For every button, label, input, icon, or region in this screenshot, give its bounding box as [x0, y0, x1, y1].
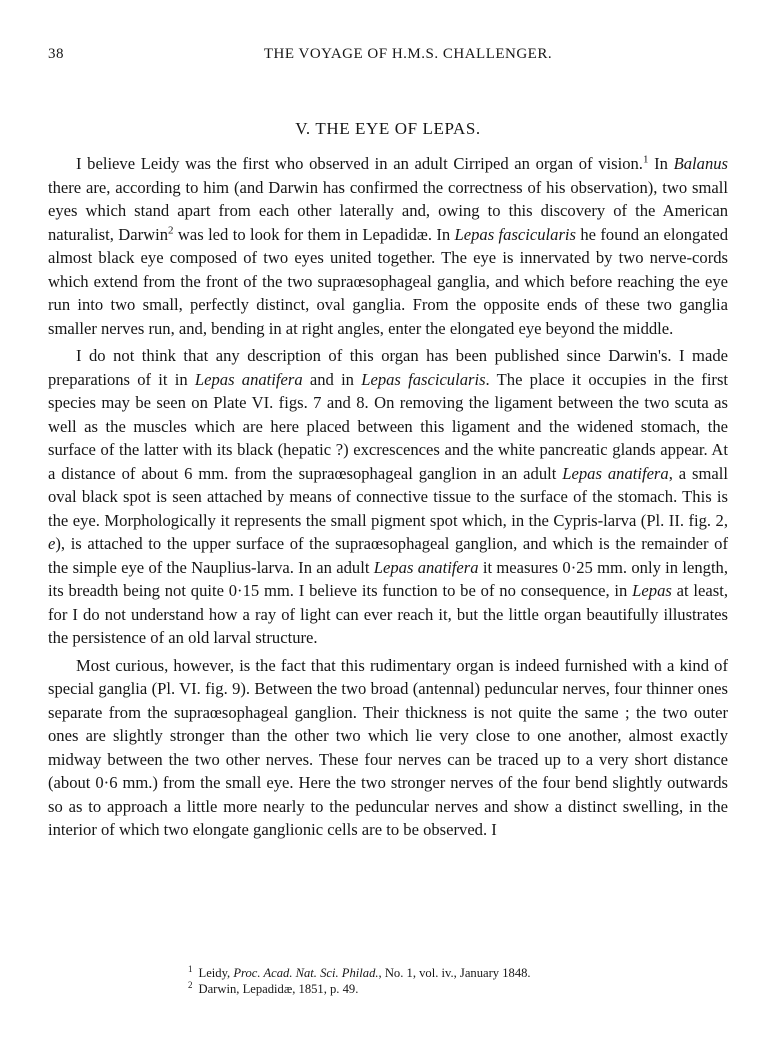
- italic-taxon: Lepas fascicularis: [361, 369, 486, 389]
- italic-taxon: Lepas anatifera: [562, 463, 669, 483]
- section-title: V. THE EYE OF LEPAS.: [295, 119, 481, 138]
- running-head: THE VOYAGE OF H.M.S. CHALLENGER.: [263, 46, 553, 62]
- footnote-ref-1: 1: [642, 153, 649, 166]
- italic-taxon: Lepas anatifera: [373, 557, 479, 577]
- body-text: [48, 152, 728, 842]
- italic-figure-letter: e: [48, 534, 56, 553]
- page-number: 38: [48, 46, 64, 62]
- footnotes: [188, 965, 708, 997]
- italic-taxon: Lepas: [632, 581, 672, 600]
- italic-taxon: Lepas fascicularis: [454, 224, 576, 244]
- paragraph-2: I do not think that any description of this organ has been published since Darwin's. I made preparations of it in Lepas anatifera and in Lepas fascicularis. The place it occupies in the first species may be seen on Plate VI. figs. 7 and 8. On removing the ligament between the two scuta as well as the muscles which are here placed between this ligament and the widened stomach, the surface of the latter with its black (hepatic ?) excrescences and the white pancreatic glands appear. At a distance of about 6 mm. from the supraœsophageal ganglion in an adult Lepas anatifera, a small oval black spot is seen attached by means of connective tissue to the surface of the stomach. This is the eye. Morphologically it represents the small pigment spot which, in the Cypris-larva (Pl. II. fig. 2, e), is attached to the upper surface of the supraœsophageal ganglion, and which is the remainder of the simple eye of the Nauplius-larva. In an adult Lepas anatifera it measures 0·25 mm. only in length, its breadth being not quite 0·15 mm. I believe its function to be of no consequence, in Lepas at least, for I do not understand how a ray of light can ever reach it, but the little organ beautifully illustrates the persistence of an old larval structure.: [48, 346, 729, 647]
- italic-taxon: Balanus: [673, 154, 729, 173]
- paragraph-1: I believe Leidy was the first who observed in an adult Cirriped an organ of vision.$^1$ In Balanus there are, according to him (and Darwin has confirmed the correctness of his observation), two small eyes which stand apart from each other laterally and, owing to this discovery of the American naturalist, Darwin$^2$ was led to look for them in Lepadidæ. In Lepas fascicularis he found an elongated almost black eye composed of two eyes united together. The eye is innervated by two nerve-cords which extend from the front of the two supraœsophageal ganglia, and which before reaching the eye run into two small, perfectly distinct, oval ganglia. From the opposite ends of these two ganglia smaller nerves run, and, bending in at right angles, enter the elongated eye beyond the middle.: [48, 153, 729, 338]
- footnote-1: $^1$ Leidy, Proc. Acad. Nat. Sci. Philad., No. 1, vol. iv., January 1848.: [188, 963, 531, 980]
- paragraph-3: Most curious, however, is the fact that this rudimentary organ is indeed furnished with a kind of special ganglia (Pl. VI. fig. 9). Between the two broad (antennal) peduncular nerves, four thinner ones separate from the supraœsophageal ganglion. Their thickness is not quite the same ; the two outer ones are slightly stronger than the other two which lie very close to one another, almost exactly midway between the two other nerves. These four nerves can be traced up to a very short distance (about 0·6 mm.) from the small eye. Here the two stronger nerves of the four bend slightly outwards so as to approach a little more nearly to the peduncular nerves and show a distinct swelling, in the interior of which two elongate ganglionic cells are to be observed. I: [48, 655, 728, 839]
- running-header: [48, 46, 728, 68]
- italic-taxon: Lepas anatifera: [194, 369, 303, 389]
- footnote-2: $^2$ Darwin, Lepadidæ, 1851, p. 49.: [188, 979, 359, 996]
- footnote-ref-2: 2: [168, 223, 174, 236]
